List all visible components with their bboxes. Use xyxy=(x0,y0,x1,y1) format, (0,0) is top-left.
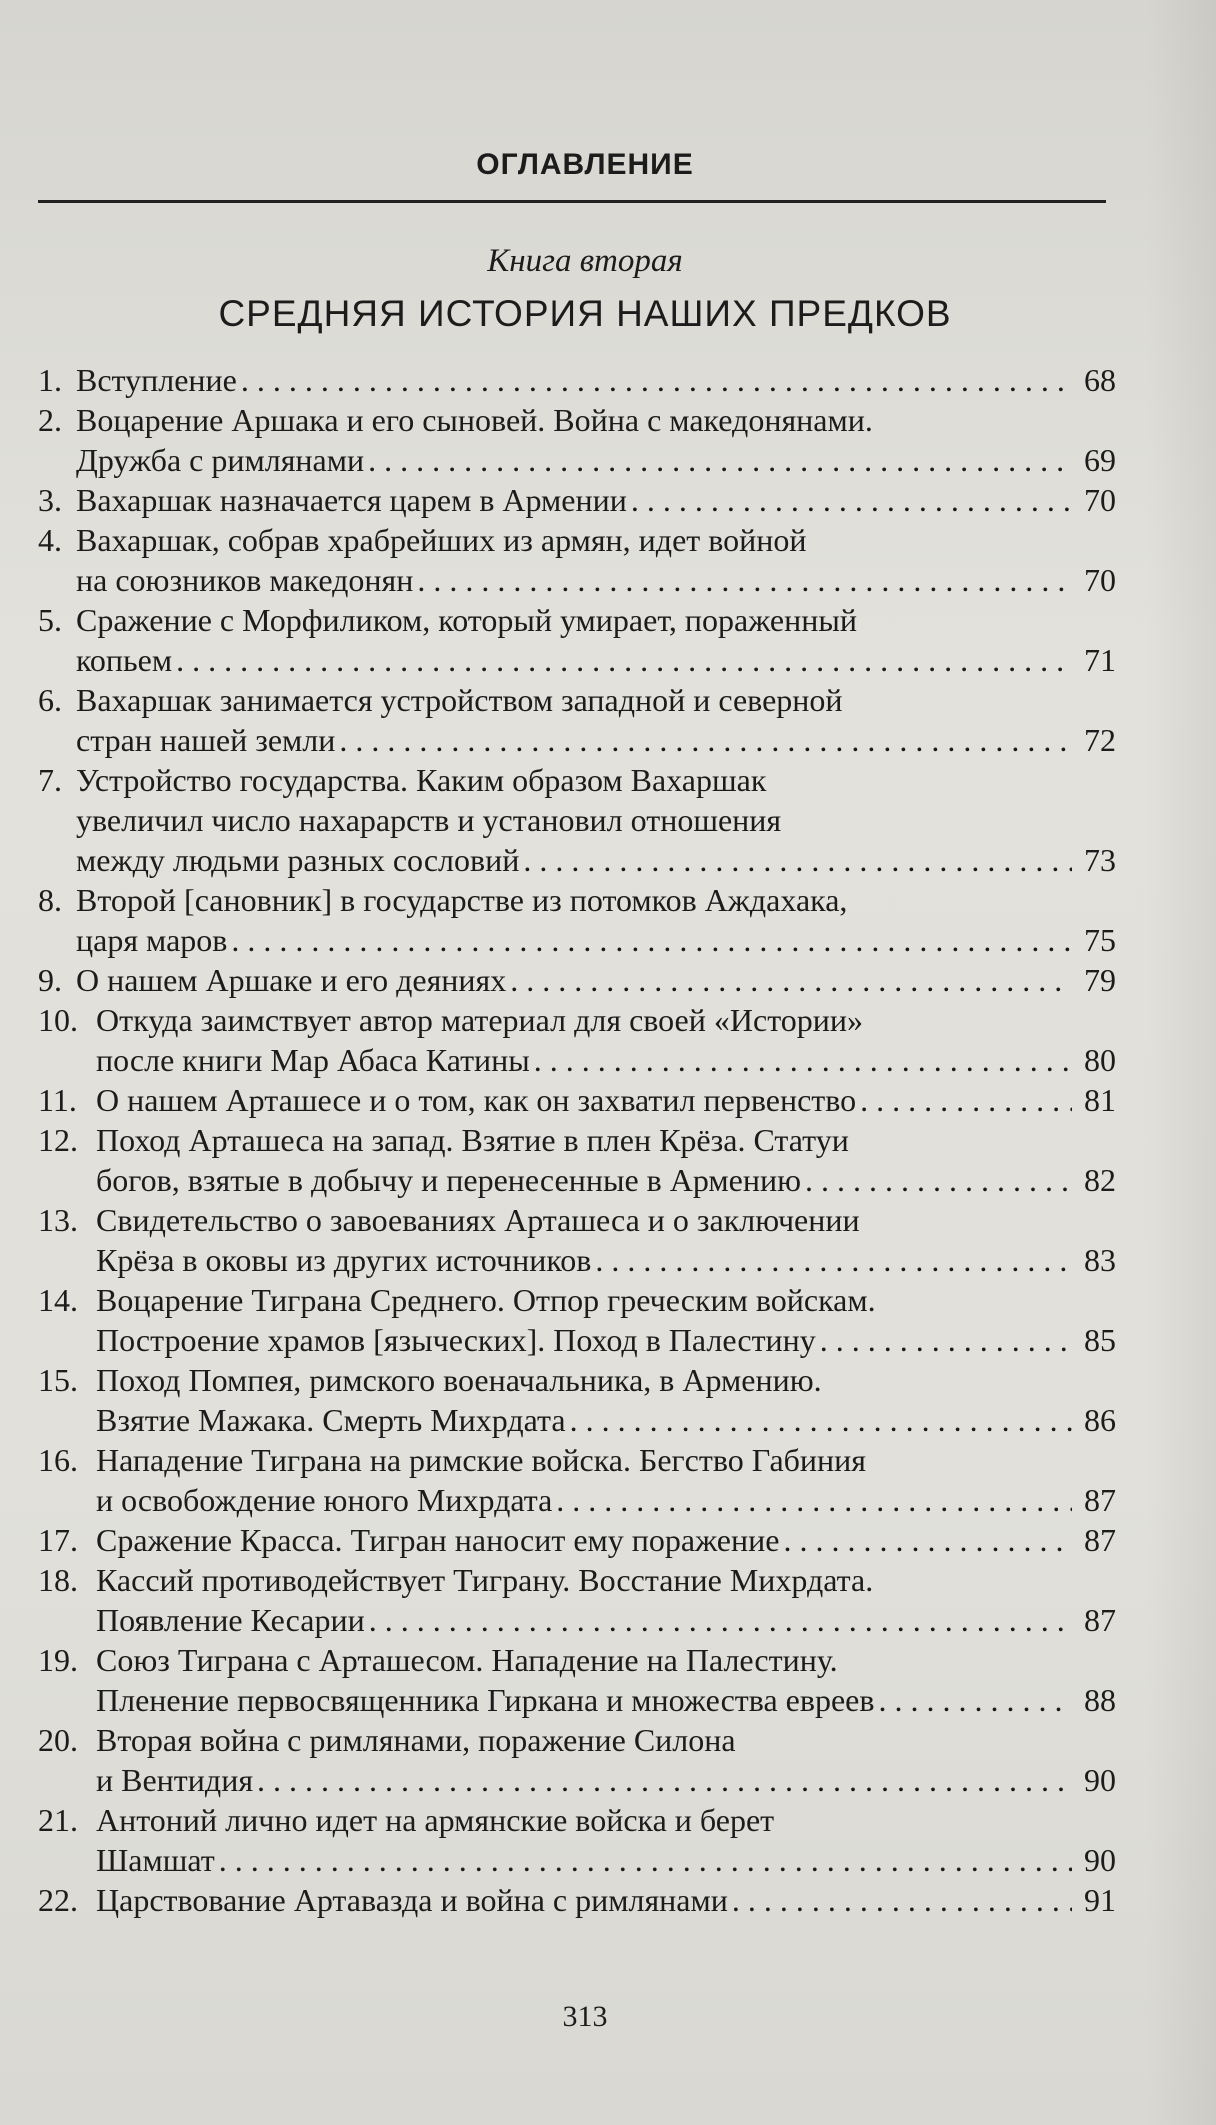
toc-entry-page: 82 xyxy=(1084,1162,1116,1198)
dot-leader xyxy=(595,1240,1072,1280)
toc-entry-last-line xyxy=(96,1760,1116,1800)
toc-entry-line: Вахаршак занимается устройством западной и северной xyxy=(76,682,843,718)
toc-entry-page: 91 xyxy=(1084,1882,1116,1918)
toc-entry-line: богов, взятые в добычу и перенесенные в Армению xyxy=(96,1162,802,1198)
toc-entry-number: 8. xyxy=(38,882,62,918)
toc-entry-line: и Вентидия xyxy=(96,1762,254,1798)
dot-leader xyxy=(783,1520,1072,1560)
toc-entry-last-line xyxy=(96,1320,1116,1360)
toc-entry xyxy=(38,1000,1116,1080)
toc-entry-page: 73 xyxy=(1084,842,1116,878)
toc-entry xyxy=(38,1280,1116,1360)
toc-entry-number: 13. xyxy=(38,1202,78,1238)
toc-entry-last-line xyxy=(96,1080,1116,1120)
toc-entry-page: 90 xyxy=(1084,1762,1116,1798)
toc-entry-body xyxy=(96,1280,1116,1360)
toc-entry-page: 87 xyxy=(1084,1522,1116,1558)
toc-entry-number: 20. xyxy=(38,1722,78,1758)
toc-entry-line: Вахаршак, собрав храбрейших из армян, идет войной xyxy=(76,522,807,558)
toc-entry-body xyxy=(76,760,1116,880)
toc-entry xyxy=(38,360,1116,400)
toc-entry-body xyxy=(76,400,1116,480)
toc-entry-line: Откуда заимствует автор материал для своей «Истории» xyxy=(96,1002,863,1038)
toc-entry-number: 7. xyxy=(38,762,62,798)
toc-entry xyxy=(38,1360,1116,1440)
dot-leader xyxy=(732,1880,1072,1920)
dot-leader xyxy=(805,1160,1072,1200)
toc-entry-number: 2. xyxy=(38,402,62,438)
toc-entry xyxy=(38,680,1116,760)
toc-entry-line: Антоний лично идет на армянские войска и берет xyxy=(96,1802,775,1838)
dot-leader xyxy=(339,720,1072,760)
toc-entry xyxy=(38,1880,1116,1920)
toc-entry-line: О нашем Аршаке и его деяниях xyxy=(76,962,507,998)
toc-entry-number: 17. xyxy=(38,1522,78,1558)
section-title: СРЕДНЯЯ ИСТОРИЯ НАШИХ ПРЕДКОВ xyxy=(218,293,952,334)
toc-entry-page: 80 xyxy=(1084,1042,1116,1078)
toc-entry-line: царя маров xyxy=(76,922,228,958)
toc-entry-page: 69 xyxy=(1084,442,1116,478)
toc-entry-page: 68 xyxy=(1084,362,1116,398)
toc-entry-last-line xyxy=(96,1600,1116,1640)
toc-entry-number: 15. xyxy=(38,1362,78,1398)
toc-entry-line: Шамшат xyxy=(96,1842,215,1878)
toc-entry-last-line xyxy=(76,920,1116,960)
dot-leader xyxy=(510,960,1072,1000)
toc-entry-body xyxy=(76,480,1116,520)
toc-entry-number: 21. xyxy=(38,1802,78,1838)
toc-entry-line: Воцарение Аршака и его сыновей. Война с македонянами. xyxy=(76,402,873,438)
toc-entry-body xyxy=(76,520,1116,600)
toc-entry-body xyxy=(96,1720,1116,1800)
toc-entry xyxy=(38,1560,1116,1640)
toc-entry xyxy=(38,960,1116,1000)
toc-entry-body xyxy=(96,1520,1116,1560)
toc-entry-last-line xyxy=(76,440,1116,480)
toc-entry-number: 10. xyxy=(38,1002,78,1038)
dot-leader xyxy=(417,560,1072,600)
toc-entry-number: 22. xyxy=(38,1882,78,1918)
toc-entry xyxy=(38,1080,1116,1120)
toc-entry-line: Взятие Мажака. Смерть Михрдата xyxy=(96,1402,566,1438)
toc-entry xyxy=(38,1640,1116,1720)
toc-entry-line: Построение храмов [языческих]. Поход в Палестину xyxy=(96,1322,816,1358)
toc-entry-line: и освобождение юного Михрдата xyxy=(96,1482,553,1518)
toc-entry-number: 5. xyxy=(38,602,62,638)
toc-entry-line: Появление Кесарии xyxy=(96,1602,365,1638)
table-of-contents xyxy=(38,360,1116,1920)
toc-entry-body xyxy=(96,1080,1116,1120)
dot-leader xyxy=(860,1080,1072,1120)
toc-entry-line: на союзников македонян xyxy=(76,562,414,598)
toc-entry xyxy=(38,1200,1116,1280)
toc-entry-page: 71 xyxy=(1084,642,1116,678)
toc-entry-line: Дружба с римлянами xyxy=(76,442,365,478)
toc-entry-number: 1. xyxy=(38,362,62,398)
toc-entry-page: 81 xyxy=(1084,1082,1116,1118)
toc-entry-last-line xyxy=(96,1480,1116,1520)
toc-entry-page: 90 xyxy=(1084,1842,1116,1878)
toc-entry-line: Царствование Артавазда и война с римлянами xyxy=(96,1882,728,1918)
toc-entry-body xyxy=(76,600,1116,680)
toc-entry-line: Нападение Тиграна на римские войска. Бегство Габиния xyxy=(96,1442,867,1478)
toc-entry xyxy=(38,1520,1116,1560)
toc-entry-page: 88 xyxy=(1084,1682,1116,1718)
toc-entry-line: копьем xyxy=(76,642,173,678)
dot-leader xyxy=(231,920,1072,960)
dot-leader xyxy=(570,1400,1072,1440)
dot-leader xyxy=(219,1840,1072,1880)
toc-entry-body xyxy=(96,1360,1116,1440)
toc-entry-body xyxy=(96,1560,1116,1640)
toc-entry-page: 75 xyxy=(1084,922,1116,958)
toc-entry-line: Пленение первосвященника Гиркана и множества евреев xyxy=(96,1682,875,1718)
toc-entry-page: 72 xyxy=(1084,722,1116,758)
toc-entry-last-line xyxy=(76,560,1116,600)
toc-entry xyxy=(38,760,1116,880)
toc-entry-last-line xyxy=(96,1160,1116,1200)
book-title: Книга вторая xyxy=(487,243,683,279)
dot-leader xyxy=(523,840,1072,880)
toc-entry-page: 85 xyxy=(1084,1322,1116,1358)
toc-entry xyxy=(38,1120,1116,1200)
toc-entry xyxy=(38,400,1116,480)
toc-entry-last-line xyxy=(76,480,1116,520)
toc-entry-body xyxy=(96,1800,1116,1880)
toc-entry-number: 18. xyxy=(38,1562,78,1598)
toc-entry-body xyxy=(76,960,1116,1000)
toc-entry-line: Вторая война с римлянами, поражение Силона xyxy=(96,1722,736,1758)
toc-entry-page: 70 xyxy=(1084,482,1116,518)
toc-entry-body xyxy=(96,1200,1116,1280)
toc-entry-body xyxy=(96,1120,1116,1200)
toc-entry-line: Второй [сановник] в государстве из потомков Аждахака, xyxy=(76,882,848,918)
toc-entry-number: 12. xyxy=(38,1122,78,1158)
toc-entry-body xyxy=(96,1880,1116,1920)
toc-entry-last-line xyxy=(96,1880,1116,1920)
toc-entry-page: 79 xyxy=(1084,962,1116,998)
toc-entry-last-line xyxy=(96,1680,1116,1720)
page-number: 313 xyxy=(562,2000,608,2033)
toc-entry-body xyxy=(76,880,1116,960)
toc-entry-last-line xyxy=(96,1840,1116,1880)
toc-entry-line: Союз Тиграна с Арташесом. Нападение на Палестину. xyxy=(96,1642,838,1678)
header-rule xyxy=(38,200,1106,203)
toc-entry-line: О нашем Арташесе и о том, как он захватил первенство xyxy=(96,1082,857,1118)
toc-entry-line: Свидетельство о завоеваниях Арташеса и о заключении xyxy=(96,1202,860,1238)
toc-entry-body xyxy=(96,1000,1116,1080)
toc-entry-last-line xyxy=(76,960,1116,1000)
toc-entry-line: Сражение Красса. Тигран наносит ему поражение xyxy=(96,1522,780,1558)
toc-entry xyxy=(38,480,1116,520)
dot-leader xyxy=(257,1760,1072,1800)
toc-entry-page: 70 xyxy=(1084,562,1116,598)
toc-entry-number: 9. xyxy=(38,962,62,998)
toc-entry xyxy=(38,600,1116,680)
toc-entry-last-line xyxy=(76,840,1116,880)
toc-entry-line: стран нашей земли xyxy=(76,722,336,758)
toc-entry xyxy=(38,880,1116,960)
dot-leader xyxy=(556,1480,1072,1520)
toc-entry-number: 11. xyxy=(38,1082,77,1118)
toc-entry-page: 87 xyxy=(1084,1602,1116,1638)
toc-entry-line: после книги Мар Абаса Катины xyxy=(96,1042,530,1078)
toc-entry-line: между людьми разных сословий xyxy=(76,842,520,878)
toc-entry-last-line xyxy=(96,1040,1116,1080)
toc-entry xyxy=(38,1720,1116,1800)
toc-entry-last-line xyxy=(96,1240,1116,1280)
toc-entry-line: Поход Помпея, римского военачальника, в Армению. xyxy=(96,1362,822,1398)
toc-entry-line: Сражение с Морфиликом, который умирает, пораженный xyxy=(76,602,857,638)
toc-entry-page: 83 xyxy=(1084,1242,1116,1278)
toc-entry-last-line xyxy=(76,640,1116,680)
dot-leader xyxy=(369,1600,1072,1640)
toc-entry-body xyxy=(76,360,1116,400)
toc-entry-number: 6. xyxy=(38,682,62,718)
toc-entry-number: 16. xyxy=(38,1442,78,1478)
toc-entry-number: 3. xyxy=(38,482,62,518)
dot-leader xyxy=(368,440,1072,480)
toc-entry xyxy=(38,1440,1116,1520)
toc-entry-last-line xyxy=(96,1400,1116,1440)
toc-entry xyxy=(38,520,1116,600)
toc-entry-line: Устройство государства. Каким образом Вахаршак xyxy=(76,762,767,798)
toc-entry-line: Вахаршак назначается царем в Армении xyxy=(76,482,627,518)
toc-entry-body xyxy=(76,680,1116,760)
toc-entry-last-line xyxy=(76,720,1116,760)
toc-entry-line: Поход Арташеса на запад. Взятие в плен Крёза. Статуи xyxy=(96,1122,849,1158)
dot-leader xyxy=(534,1040,1072,1080)
toc-entry-number: 14. xyxy=(38,1282,78,1318)
toc-entry-body xyxy=(96,1440,1116,1520)
toc-entry-line: Кассий противодействует Тиграну. Восстание Михрдата. xyxy=(96,1562,874,1598)
toc-entry-last-line xyxy=(76,360,1116,400)
toc-entry xyxy=(38,1800,1116,1880)
toc-entry-last-line xyxy=(96,1520,1116,1560)
toc-entry-line: Крёза в оковы из других источников xyxy=(96,1242,592,1278)
toc-entry-number: 19. xyxy=(38,1642,78,1678)
toc-entry-number: 4. xyxy=(38,522,62,558)
dot-leader xyxy=(631,480,1072,520)
dot-leader xyxy=(820,1320,1072,1360)
dot-leader xyxy=(241,360,1072,400)
dot-leader xyxy=(176,640,1072,680)
toc-entry-line: Вступление xyxy=(76,362,237,398)
dot-leader xyxy=(878,1680,1072,1720)
toc-entry-page: 86 xyxy=(1084,1402,1116,1438)
toc-entry-line: увеличил число нахарарств и установил отношения xyxy=(76,802,782,838)
running-head: ОГЛАВЛЕНИЕ xyxy=(476,148,694,181)
toc-entry-page: 87 xyxy=(1084,1482,1116,1518)
toc-entry-body xyxy=(96,1640,1116,1720)
toc-entry-line: Воцарение Тиграна Среднего. Отпор греческим войскам. xyxy=(96,1282,876,1318)
